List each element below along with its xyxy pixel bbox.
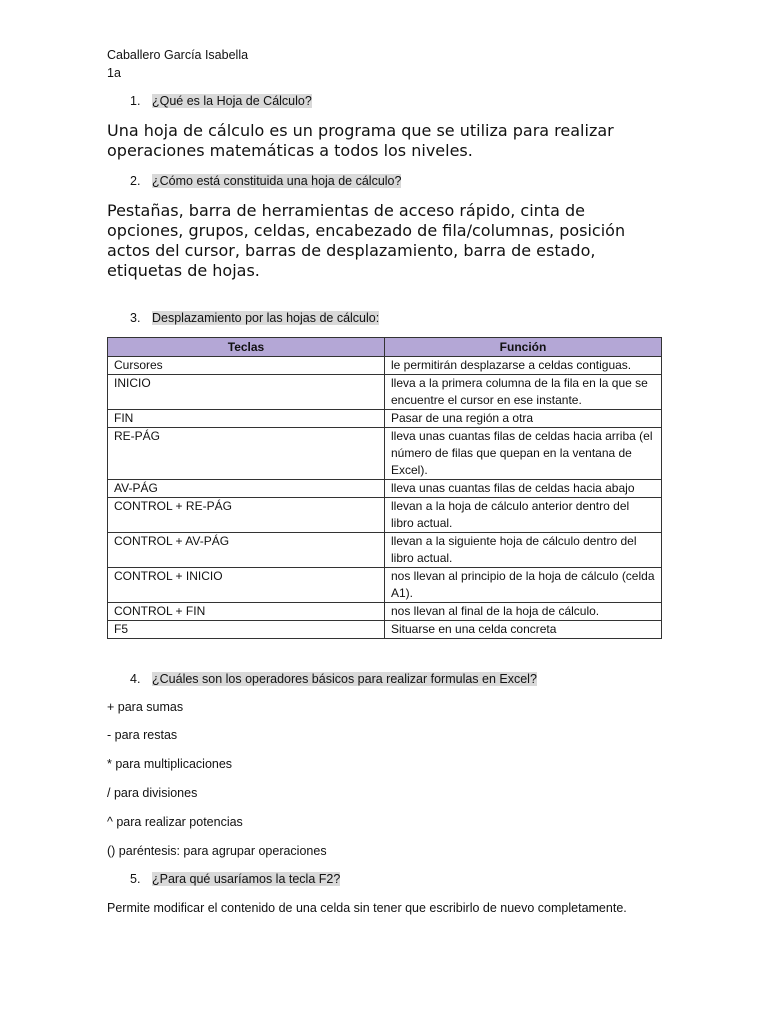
key-cell: CONTROL + INICIO bbox=[108, 568, 385, 603]
function-cell: lleva unas cuantas filas de celdas hacia arriba (el número de filas que quepan en la ventana de Excel). bbox=[385, 428, 662, 480]
key-cell: F5 bbox=[108, 621, 385, 639]
table-row bbox=[108, 480, 662, 498]
key-cell: AV-PÁG bbox=[108, 480, 385, 498]
question-3-number: 3. bbox=[130, 311, 141, 325]
function-cell: lleva a la primera columna de la fila en la que se encuentre el cursor en ese instante. bbox=[385, 375, 662, 410]
key-cell: CONTROL + RE-PÁG bbox=[108, 498, 385, 533]
table-row bbox=[108, 603, 662, 621]
question-1-number: 1. bbox=[130, 94, 141, 108]
table-row bbox=[108, 428, 662, 480]
key-cell: CONTROL + AV-PÁG bbox=[108, 533, 385, 568]
shortcut-table bbox=[107, 337, 662, 639]
table-row bbox=[108, 498, 662, 533]
author-name: Caballero García Isabella bbox=[107, 48, 249, 62]
table-row bbox=[108, 357, 662, 375]
header-function: Función bbox=[385, 338, 662, 357]
key-cell: Cursores bbox=[108, 357, 385, 375]
function-cell: le permitirán desplazarse a celdas contiguas. bbox=[385, 357, 662, 375]
question-3-text: Desplazamiento por las hojas de cálculo: bbox=[152, 311, 380, 325]
function-cell: llevan a la hoja de cálculo anterior dentro del libro actual. bbox=[385, 498, 662, 533]
key-cell: RE-PÁG bbox=[108, 428, 385, 480]
function-cell: lleva unas cuantas filas de celdas hacia abajo bbox=[385, 480, 662, 498]
function-cell: Situarse en una celda concreta bbox=[385, 621, 662, 639]
table-row bbox=[108, 410, 662, 428]
table-header-row bbox=[108, 338, 662, 357]
question-5-number: 5. bbox=[130, 872, 141, 886]
table-row bbox=[108, 533, 662, 568]
function-cell: nos llevan al final de la hoja de cálculo. bbox=[385, 603, 662, 621]
answer-2: Pestañas, barra de herramientas de acceso rápido, cinta de opciones, grupos, celdas, encabezado de fila/columnas, posición actos del cursor, barras de desplazamiento, barra de estado, etiquetas de hojas. bbox=[107, 201, 626, 280]
operator-item: - para restas bbox=[107, 728, 178, 742]
key-cell: CONTROL + FIN bbox=[108, 603, 385, 621]
operator-item: * para multiplicaciones bbox=[107, 757, 233, 771]
question-4 bbox=[130, 671, 537, 687]
question-1-text: ¿Qué es la Hoja de Cálculo? bbox=[152, 94, 312, 108]
answer-5: Permite modificar el contenido de una celda sin tener que escribirlo de nuevo completamente. bbox=[107, 901, 627, 915]
key-cell: FIN bbox=[108, 410, 385, 428]
question-5 bbox=[130, 871, 340, 887]
operator-item: + para sumas bbox=[107, 700, 184, 714]
header-keys: Teclas bbox=[108, 338, 385, 357]
operator-item: / para divisiones bbox=[107, 786, 198, 800]
question-2 bbox=[130, 173, 401, 189]
question-4-number: 4. bbox=[130, 672, 141, 686]
key-cell: INICIO bbox=[108, 375, 385, 410]
question-2-number: 2. bbox=[130, 174, 141, 188]
function-cell: Pasar de una región a otra bbox=[385, 410, 662, 428]
group-label: 1a bbox=[107, 66, 121, 80]
table-row bbox=[108, 621, 662, 639]
question-2-text: ¿Cómo está constituida una hoja de cálculo? bbox=[152, 174, 402, 188]
question-3 bbox=[130, 310, 379, 326]
table-row bbox=[108, 375, 662, 410]
question-5-text: ¿Para qué usaríamos la tecla F2? bbox=[152, 872, 341, 886]
question-4-text: ¿Cuáles son los operadores básicos para realizar formulas en Excel? bbox=[152, 672, 537, 686]
function-cell: llevan a la siguiente hoja de cálculo dentro del libro actual. bbox=[385, 533, 662, 568]
function-cell: nos llevan al principio de la hoja de cálculo (celda A1). bbox=[385, 568, 662, 603]
answer-1: Una hoja de cálculo es un programa que se utiliza para realizar operaciones matemáticas a todos los niveles. bbox=[107, 121, 614, 160]
table-row bbox=[108, 568, 662, 603]
operator-item: () paréntesis: para agrupar operaciones bbox=[107, 844, 327, 858]
question-1 bbox=[130, 93, 312, 109]
operator-item: ^ para realizar potencias bbox=[107, 815, 243, 829]
